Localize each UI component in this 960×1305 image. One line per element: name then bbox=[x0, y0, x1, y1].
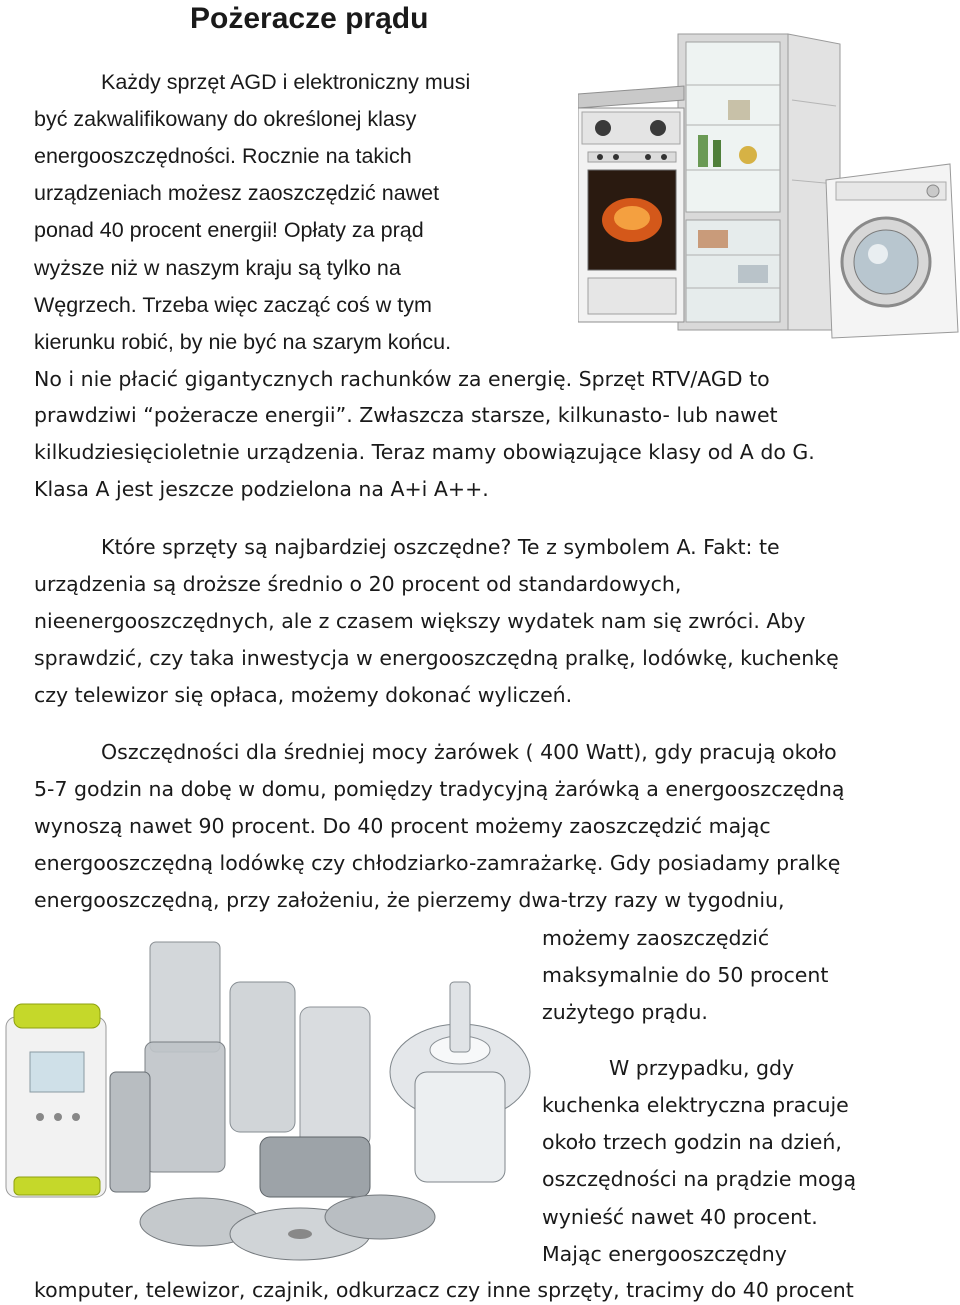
text-line: być zakwalifikowany do określonej klasy bbox=[34, 107, 417, 131]
text-line: No i nie płacić gigantycznych rachunków za energię. Sprzęt RTV/AGD to bbox=[34, 367, 770, 391]
text-line: Które sprzęty są najbardziej oszczędne? Te z symbolem A. Fakt: te bbox=[101, 535, 780, 559]
text-line: wyższe niż w naszym kraju są tylko na bbox=[34, 256, 401, 280]
text-line: możemy zaoszczędzić bbox=[542, 926, 770, 950]
text-line: Każdy sprzęt AGD i elektroniczny musi bbox=[101, 70, 471, 94]
washing-machine-icon bbox=[826, 164, 958, 338]
fridge-icon bbox=[678, 34, 840, 330]
bread-maker-icon bbox=[6, 1004, 106, 1197]
text-line: urządzeniach możesz zaoszczędzić nawet bbox=[34, 181, 440, 205]
text-line: 5-7 godzin na dobę w domu, pomiędzy tradycyjną żarówką a energooszczędną bbox=[34, 777, 845, 801]
food-processor-icon bbox=[110, 942, 370, 1197]
text-line: maksymalnie do 50 procent bbox=[542, 963, 829, 987]
text-line: Oszczędności dla średniej mocy żarówek ( 400 Watt), gdy pracują około bbox=[101, 740, 837, 764]
text-line: około trzech godzin na dzień, bbox=[542, 1130, 842, 1154]
text-line: komputer, telewizor, czajnik, odkurzacz czy inne sprzęty, tracimy do 40 procent bbox=[34, 1278, 854, 1302]
text-line: wynoszą nawet 90 procent. Do 40 procent możemy zaoszczędzić mając bbox=[34, 814, 771, 838]
text-line: kierunku robić, by nie być na szarym końcu. bbox=[34, 330, 452, 354]
text-line: energooszczędną, przy założeniu, że pierzemy dwa-trzy razy w tygodniu, bbox=[34, 888, 785, 912]
text-line: zużytego prądu. bbox=[542, 1000, 708, 1024]
page-title: Pożeracze prądu bbox=[190, 2, 429, 35]
text-line: energooszczędności. Rocznie na takich bbox=[34, 144, 412, 168]
text-line: Węgrzech. Trzeba więc zacząć coś w tym bbox=[34, 293, 432, 317]
slicing-discs-icon bbox=[140, 1195, 435, 1260]
text-line: urządzenia są droższe średnio o 20 procent od standardowych, bbox=[34, 572, 682, 596]
text-line: prawdziwi “pożeracze energii”. Zwłaszcza starsze, kilkunasto- lub nawet bbox=[34, 403, 778, 427]
text-line: Klasa A jest jeszcze podzielona na A+i A++. bbox=[34, 477, 489, 501]
text-line: oszczędności na prądzie mogą bbox=[542, 1167, 857, 1191]
text-line: sprawdzić, czy taka inwestycja w energooszczędną pralkę, lodówkę, kuchenkę bbox=[34, 646, 839, 670]
text-line: czy telewizor się opłaca, możemy dokonać wyliczeń. bbox=[34, 683, 573, 707]
stove-icon bbox=[578, 86, 684, 322]
text-line: ponad 40 procent energii! Opłaty za prąd bbox=[34, 218, 424, 242]
kitchen-appliances-image bbox=[0, 922, 538, 1262]
juicer-icon bbox=[390, 982, 530, 1182]
text-line: nieenergooszczędnych, ale z czasem większy wydatek nam się zwróci. Aby bbox=[34, 609, 806, 633]
text-line: W przypadku, gdy bbox=[609, 1056, 795, 1080]
text-line: Mając energooszczędny bbox=[542, 1242, 787, 1266]
text-line: energooszczędną lodówkę czy chłodziarko-zamrażarkę. Gdy posiadamy pralkę bbox=[34, 851, 841, 875]
text-line: kilkudziesięcioletnie urządzenia. Teraz mamy obowiązujące klasy od A do G. bbox=[34, 440, 815, 464]
text-line: kuchenka elektryczna pracuje bbox=[542, 1093, 849, 1117]
text-line: wynieść nawet 40 procent. bbox=[542, 1205, 818, 1229]
appliances-image bbox=[578, 30, 960, 342]
